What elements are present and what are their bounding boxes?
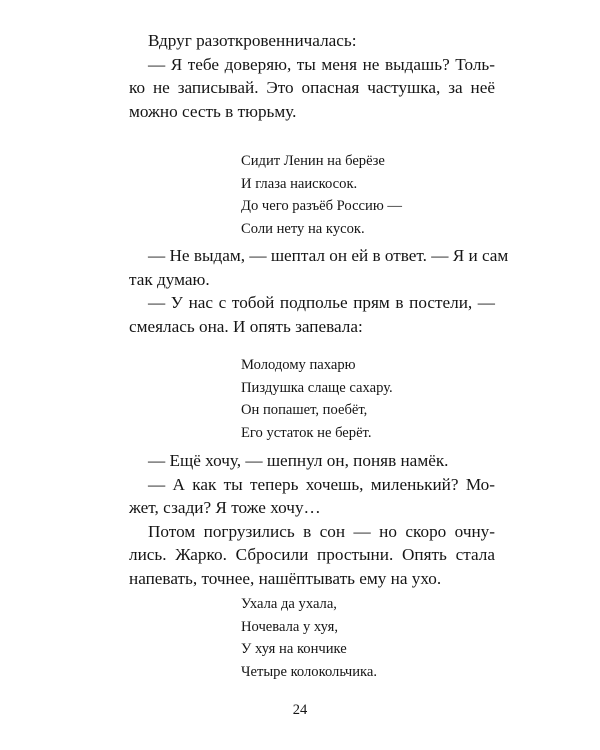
verse-line: Ночевала у хуя, xyxy=(241,618,338,635)
prose-line: Потом погрузились в сон — но скоро очну- xyxy=(148,521,495,541)
verse-line: Его устаток не берёт. xyxy=(241,424,372,441)
verse-line: Сидит Ленин на берёзе xyxy=(241,153,385,169)
verse-line: У хуя на кончике xyxy=(241,641,347,657)
verse-line: Он попашет, поебёт, xyxy=(241,402,368,418)
verse-line: Молодому пахарю xyxy=(241,357,356,373)
verse-stanza-bells xyxy=(241,593,377,683)
prose-block-night xyxy=(129,449,495,590)
prose-block-reply xyxy=(129,244,509,338)
verse-stanza-lenin xyxy=(241,150,402,240)
prose-line: ко не записывай. Это опасная частушка, за неё xyxy=(129,78,495,97)
prose-line: жет, сзади? Я тоже хочу… xyxy=(129,498,321,517)
prose-line: — А как ты теперь хочешь, миленький? Мо- xyxy=(148,474,495,494)
prose-line: смеялась она. И опять запевала: xyxy=(129,316,363,336)
prose-line: — Не выдам, — шептал он ей в ответ. — Я и сам xyxy=(148,246,509,265)
verse-line: Четыре колокольчика. xyxy=(241,663,378,680)
verse-line: И глаза наискосок. xyxy=(241,175,358,192)
prose-line: — Я тебе доверяю, ты меня не выдашь? Толь- xyxy=(148,54,495,74)
verse-stanza-pakhar xyxy=(241,354,393,444)
verse-line: Ухала да ухала, xyxy=(241,596,337,612)
prose-line: — Ещё хочу, — шепнул он, поняв намёк. xyxy=(148,451,449,470)
prose-line: Вдруг разоткровенничалась: xyxy=(148,31,357,50)
prose-line: лись. Жарко. Сбросили простыни. Опять стала xyxy=(129,545,495,564)
prose-line: — У нас с тобой подполье прям в постели, — xyxy=(148,293,495,312)
prose-block-intro xyxy=(129,29,495,123)
verse-line: Пиздушка слаще сахару. xyxy=(241,379,393,396)
prose-line: можно сесть в тюрьму. xyxy=(129,101,297,121)
verse-line: До чего разъёб Россию — xyxy=(241,198,402,214)
prose-line: напевать, точнее, нашёптывать ему на ухо. xyxy=(129,568,442,588)
verse-line: Соли нету на кусок. xyxy=(241,220,365,237)
prose-line: так думаю. xyxy=(129,269,210,289)
page-number: 24 xyxy=(292,702,308,718)
